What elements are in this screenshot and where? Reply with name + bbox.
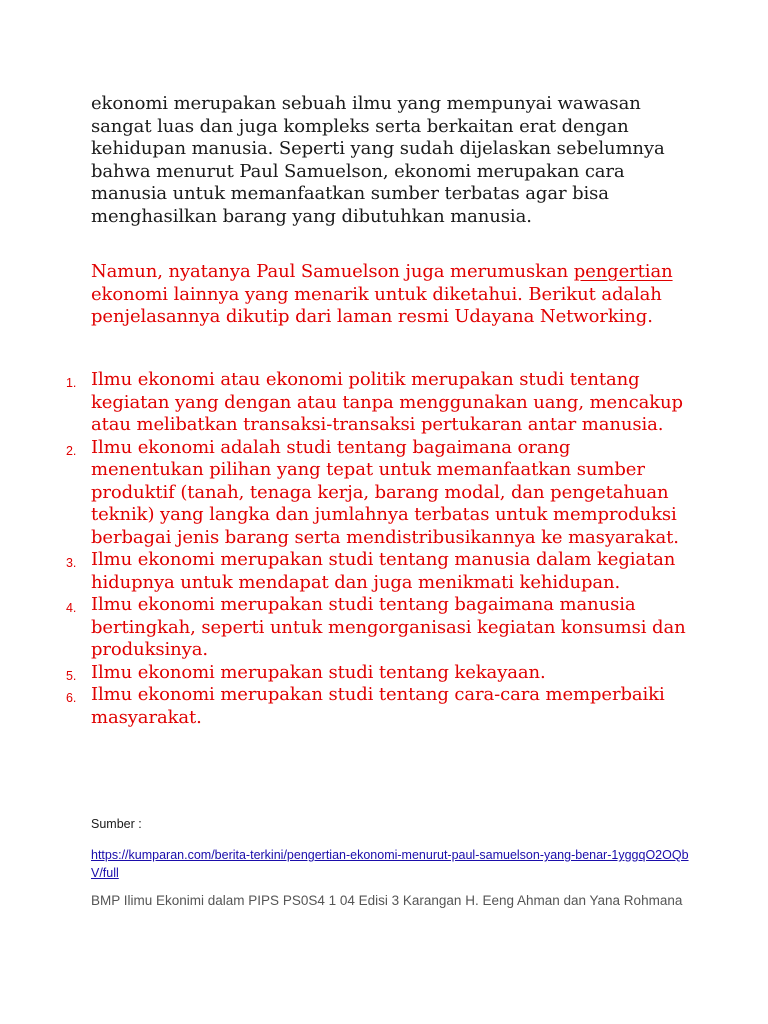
red-paragraph-text-after: ekonomi lainnya yang menarik untuk diketahui. Berikut adalah penjelasannya dikutip dari laman resmi Udayana Networking. <box>91 283 662 327</box>
list-item <box>66 369 686 437</box>
list-item <box>66 594 686 662</box>
list-number: 2. <box>66 443 77 458</box>
source-link[interactable]: https://kumparan.com/berita-terkini/pengertian-ekonomi-menurut-paul-samuelson-yang-benar-1yggqO2OQbV/full <box>91 848 689 880</box>
list-item <box>66 549 686 594</box>
list-number: 3. <box>66 556 77 570</box>
definitions-list <box>66 369 686 729</box>
list-item-text: Ilmu ekonomi merupakan studi tentang bagaimana manusia bertingkah, seperti untuk mengorganisasi kegiatan konsumsi dan produksinya. <box>91 594 686 660</box>
list-item-text: Ilmu ekonomi merupakan studi tentang kekayaan. <box>91 661 546 683</box>
list-item <box>66 662 686 685</box>
list-number: 5. <box>66 668 77 683</box>
red-paragraph-text-before: Namun, nyatanya Paul Samuelson juga merumuskan <box>91 261 574 282</box>
list-item-text: Ilmu ekonomi merupakan studi tentang manusia dalam kegiatan hidupnya untuk mendapat dan juga menikmati kehidupan. <box>91 549 676 593</box>
list-number: 6. <box>66 691 77 705</box>
list-number: 1. <box>66 376 77 390</box>
list-item <box>66 437 686 550</box>
red-paragraph <box>91 261 691 329</box>
list-item-text: Ilmu ekonomi merupakan studi tentang cara-cara memperbaiki masyarakat. <box>91 684 665 728</box>
list-item-text: Ilmu ekonomi adalah studi tentang bagaimana orang menentukan pilihan yang tepat untuk memanfaatkan sumber produktif (tanah, tenaga kerja, barang modal, dan pengetahuan teknik) yang langka dan jumlahnya terbatas untuk memproduksi berbagai jenis barang serta mendistribusikannya ke masyarakat. <box>91 436 679 548</box>
intro-paragraph: ekonomi merupakan sebuah ilmu yang mempunyai wawasan sangat luas dan juga kompleks serta berkaitan erat dengan kehidupan manusia. Seperti yang sudah dijelaskan sebelumnya bahwa menurut Paul Samuelson, ekonomi merupakan cara manusia untuk memanfaatkan sumber terbatas agar bisa menghasilkan barang yang dibutuhkan manusia. <box>91 93 665 227</box>
list-number: 4. <box>66 601 77 615</box>
list-item-text: Ilmu ekonomi atau ekonomi politik merupakan studi tentang kegiatan yang dengan atau tanpa menggunakan uang, mencakup atau melibatkan transaksi-transaksi pertukaran antar manusia. <box>91 369 683 435</box>
list-item <box>66 684 686 729</box>
pengertian-link[interactable]: pengertian <box>573 261 673 282</box>
source-label: Sumber : <box>91 817 142 831</box>
bmp-reference: BMP Ilimu Ekonimi dalam PIPS PS0S4 1 04 Edisi 3 Karangan H. Eeng Ahman dan Yana Rohmana <box>91 893 683 908</box>
